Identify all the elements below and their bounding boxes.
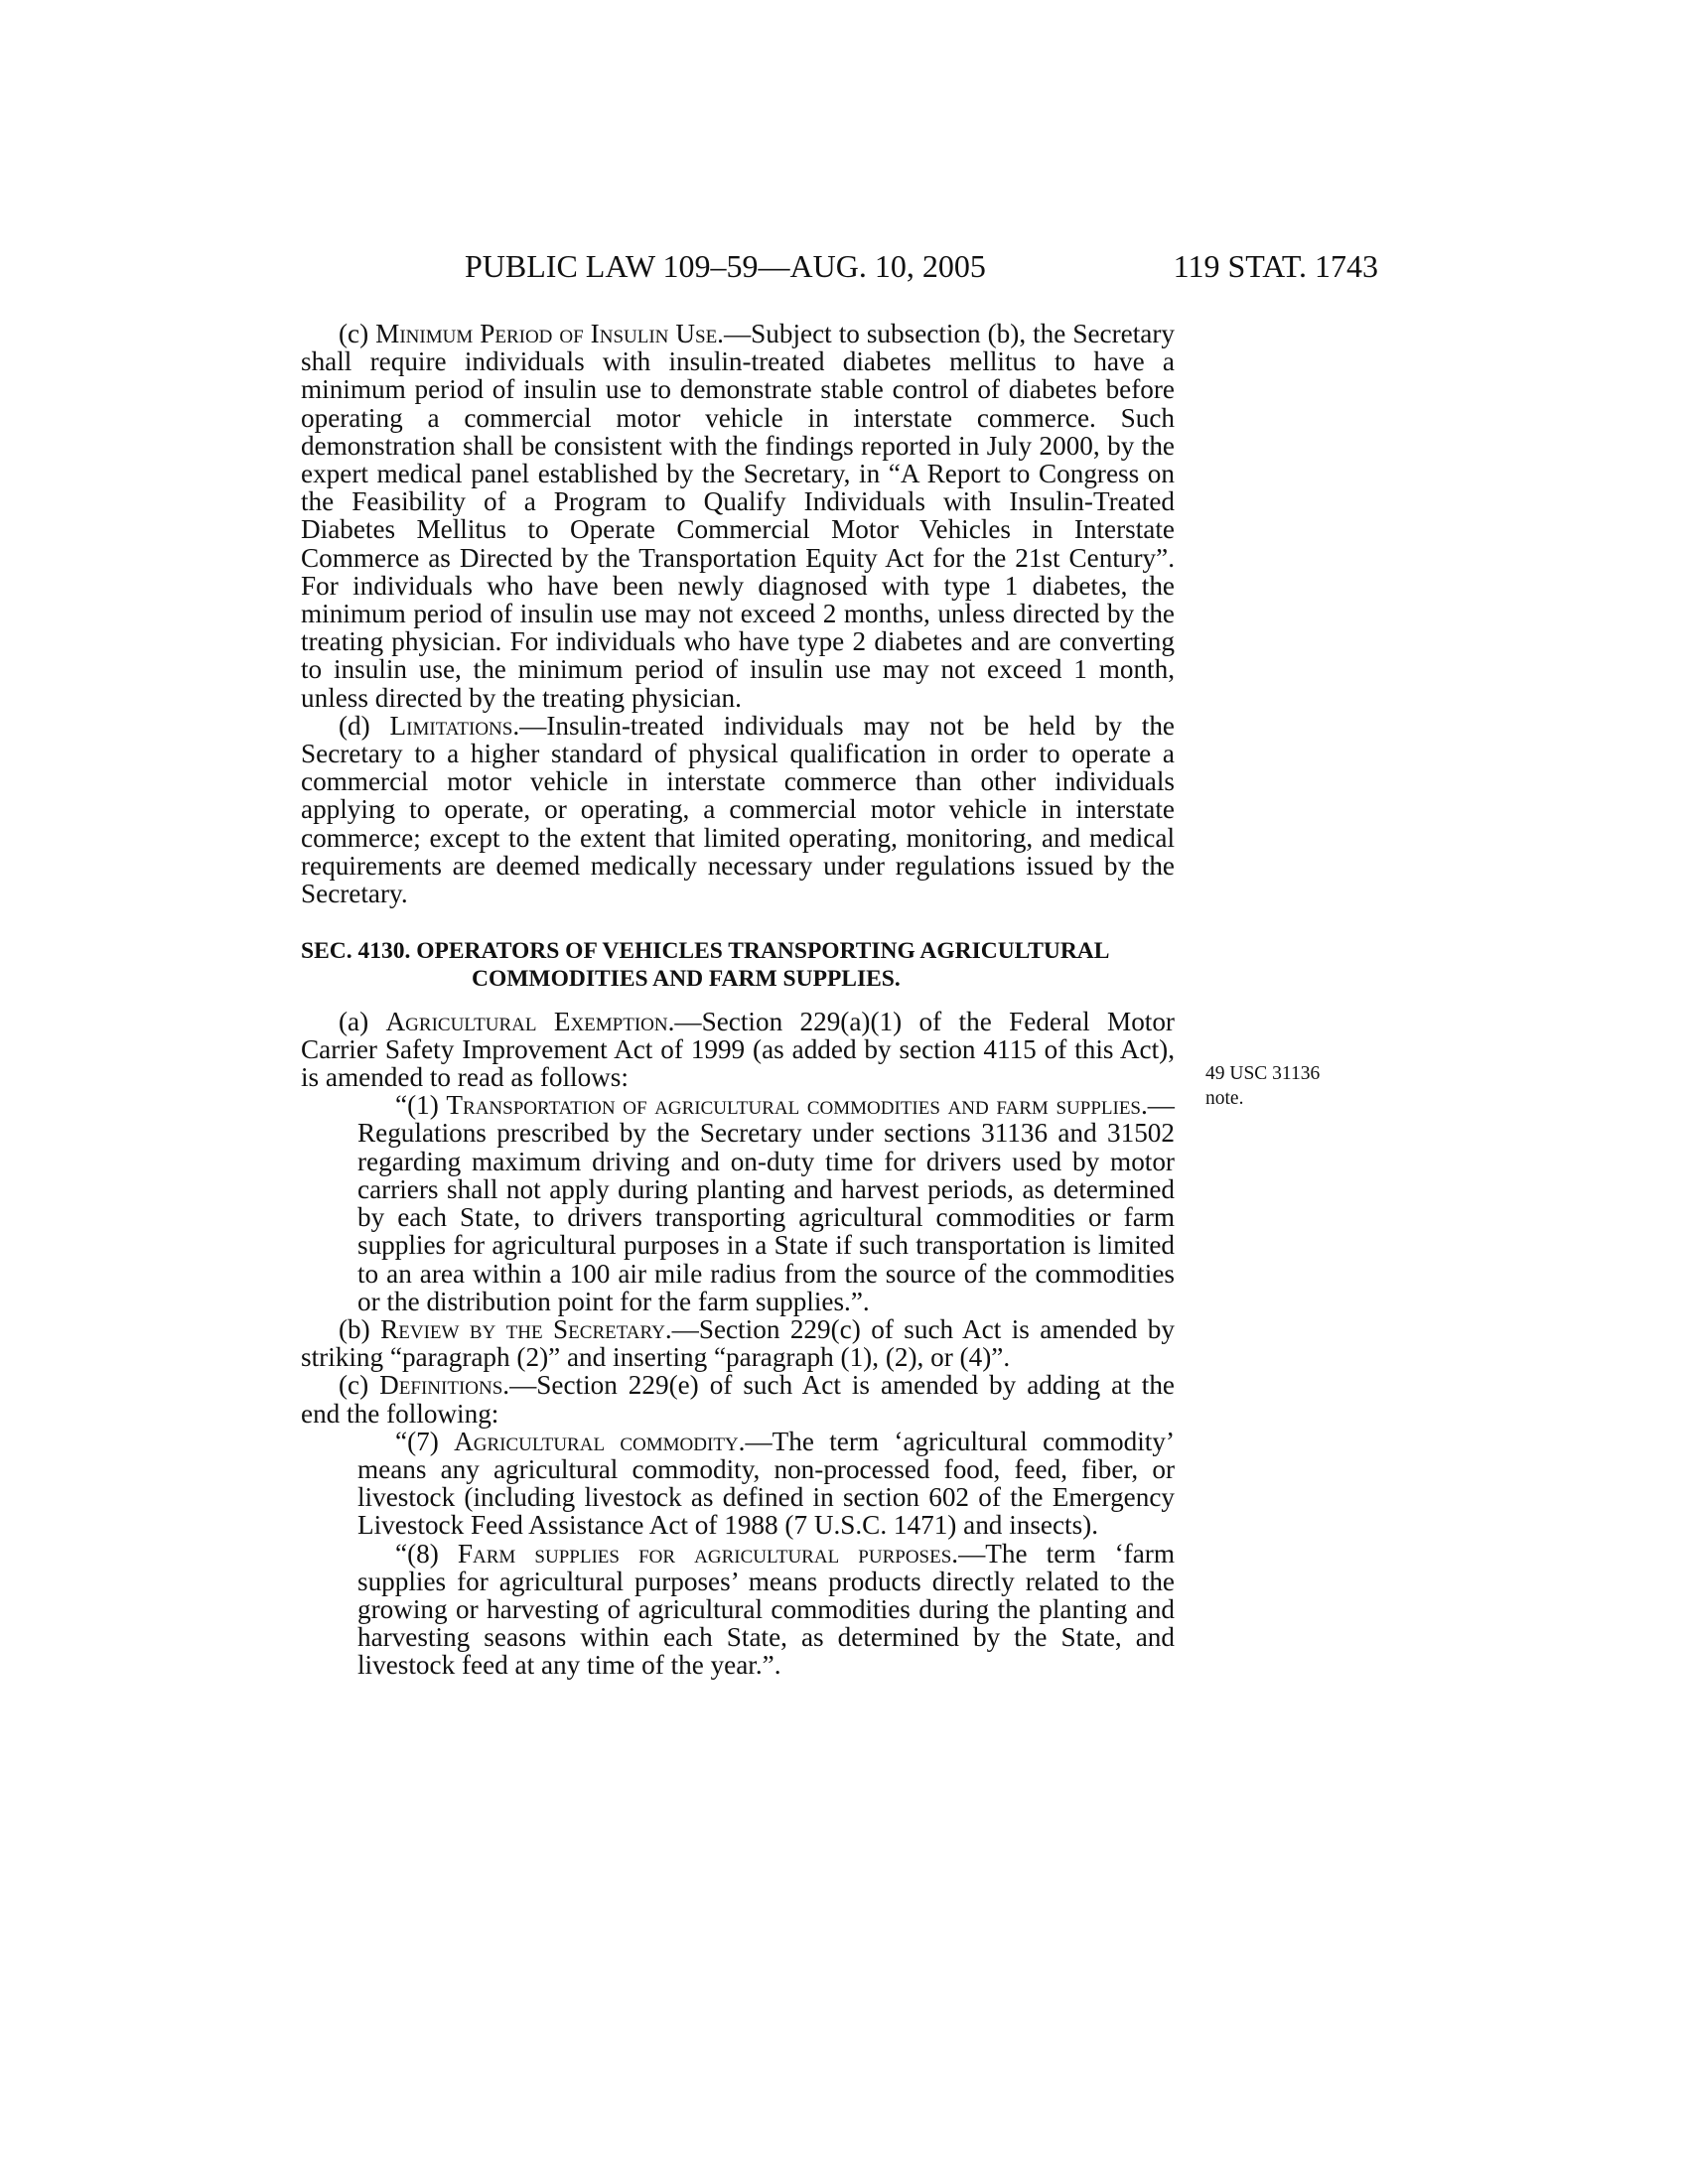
subsection-c-definitions: (c) Definitions.—Section 229(e) of such Act is amended by adding at the end the following: [301,1370,1175,1429]
page-body [301,320,1175,1680]
paragraph-heading: Definitions. [379,1370,510,1401]
paragraph-heading: Review by the Secretary. [380,1313,672,1344]
margin-note-suffix: note. [1205,1088,1244,1109]
section-heading: SEC. 4130. OPERATORS OF VEHICLES TRANSPORTING AGRICULTURAL COMMODITIES AND FARM SUPPLIES. [301,938,1110,993]
subsection-b-review: (b) Review by the Secretary.—Section 229(c) of such Act is amended by striking “paragraph (2)” and inserting “paragraph (1), (2), or (4)”. [301,1313,1175,1373]
public-law-citation: PUBLIC LAW 109–59—AUG. 10, 2005 [465,248,986,284]
paragraph-heading: Agricultural Exemption. [385,1006,675,1036]
subsection-a-agricultural-exemption: (a) Agricultural Exemption.—Section 229(a)(1) of the Federal Motor Carrier Safety Improvement Act of 1999 (as added by section 4115 of this Act), is amended to read as follows: [301,1006,1175,1093]
paragraph-d-limitations: (d) Limitations.—Insulin-treated individuals may not be held by the Secretary to a higher standard of physical qualification in order to operate a commercial motor vehicle in interstate commerce than other individuals applying to operate, or operating, a commercial motor vehicle in interstate commerce; except to the extent that limited operating, monitoring, and medical requirements are deemed medically necessary under regulations issued by the Secretary. [301,710,1175,909]
paragraph-heading: Farm supplies for agricultural purposes. [457,1538,959,1569]
paragraph-heading: Limitations. [389,710,520,741]
running-header [465,246,1378,286]
quoted-paragraph-8: “(8) Farm supplies for agricultural purposes.—The term ‘farm supplies for agricultural purposes’ means products directly related to the growing or harvesting of agricultural commodities during the planting and harvesting seasons within each State, as determined by the State, and livestock feed at any time of the year.”. [357,1538,1175,1681]
margin-note [1205,1061,1320,1111]
quoted-paragraph-1: “(1) Transportation of agricultural commodities and farm supplies.—Regulations prescribed by the Secretary under sections 31136 and 31502 regarding maximum driving and on-duty time for drivers used by motor carriers shall not apply during planting and harvest periods, as determined by each State, to drivers transporting agricultural commodities or farm supplies for agricultural purposes in a State if such transportation is limited to an area within a 100 air mile radius from the source of the commodities or the distribution point for the farm supplies.”. [357,1090,1175,1316]
statute-page-number: 119 STAT. 1743 [1173,248,1378,284]
paragraph-c-minimum-period: (c) Minimum Period of Insulin Use.—Subject to subsection (b), the Secretary shall require individuals with insulin-treated diabetes mellitus to have a minimum period of insulin use to demonstrate stable control of diabetes before operating a commercial motor vehicle in interstate commerce. Such demonstration shall be consistent with the findings reported in July 2000, by the expert medical panel established by the Secretary, in “A Report to Congress on the Feasibility of a Program to Qualify Individuals with Insulin-Treated Diabetes Mellitus to Operate Commercial Motor Vehicles in Interstate Commerce as Directed by the Transportation Equity Act for the 21st Century”. For individuals who have been newly diagnosed with type 1 diabetes, the minimum period of insulin use may not exceed 2 months, unless directed by the treating physician. For individuals who have type 2 diabetes and are converting to insulin use, the minimum period of insulin use may not exceed 1 month, unless directed by the treating physician. [301,319,1175,713]
paragraph-heading: Agricultural commodity. [454,1426,746,1456]
paragraph-heading: Minimum Period of Insulin Use. [375,319,724,348]
paragraph-heading: Transportation of agricultural commodities and farm supplies. [446,1090,1148,1121]
quoted-paragraph-7: “(7) Agricultural commodity.—The term ‘agricultural commodity’ means any agricultural commodity, non-processed food, feed, fiber, or livestock (including livestock as defined in section 602 of the Emergency Livestock Feed Assistance Act of 1988 (7 U.S.C. 1471) and insects). [357,1426,1175,1541]
margin-note-citation: 49 USC 31136 [1205,1063,1321,1084]
